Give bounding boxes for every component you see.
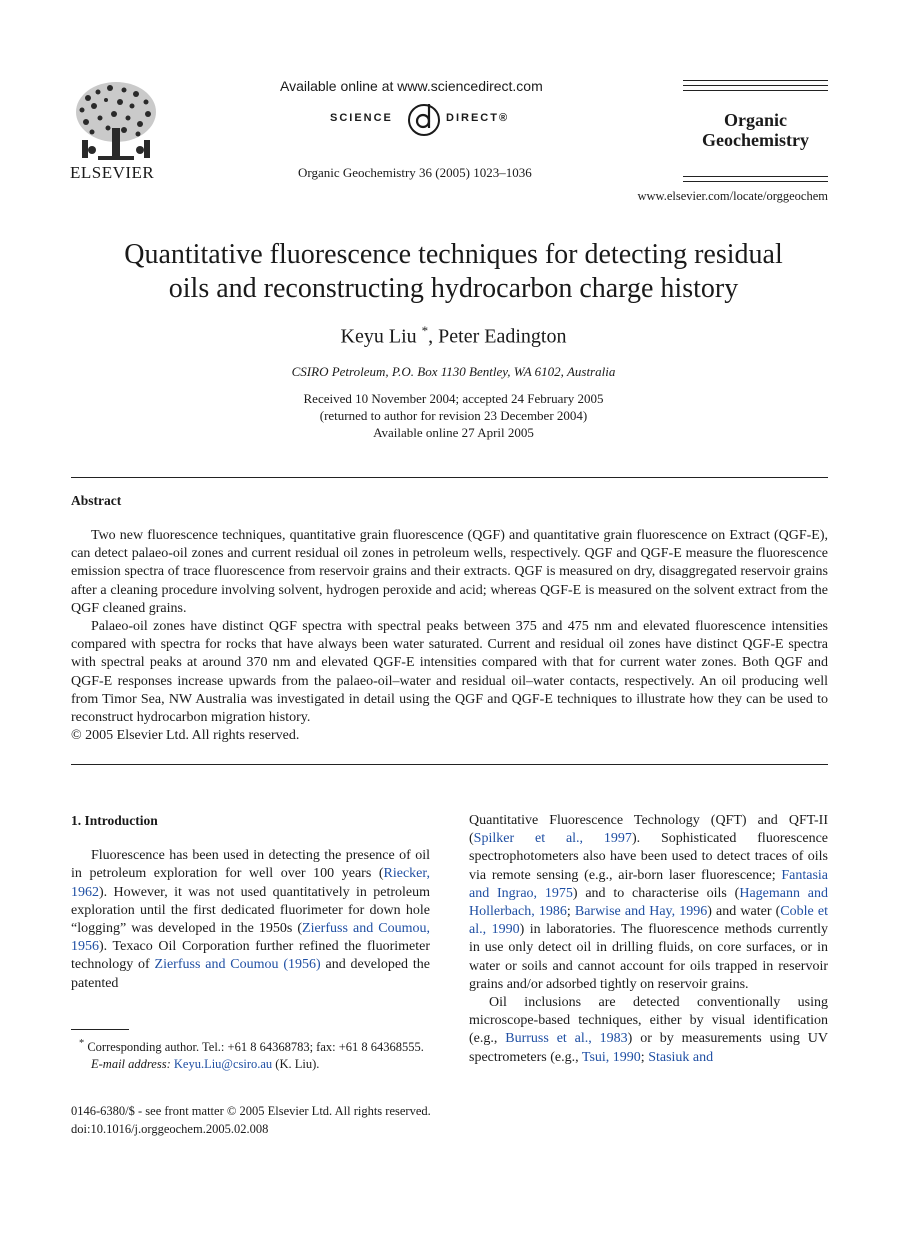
citation-link[interactable]: Stasiuk and <box>648 1049 714 1065</box>
article-title <box>60 238 847 306</box>
doi-line[interactable]: doi:10.1016/j.orggeochem.2005.02.008 <box>71 1122 269 1136</box>
text-run: Quantitative Fluorescence Technology (QFT) and QFT-II ( <box>469 813 828 847</box>
text-run: ; <box>640 1049 649 1065</box>
author-separator: , <box>428 325 439 348</box>
revision-date: (returned to author for revision 23 December 2004) <box>319 408 588 423</box>
footnote-text: Corresponding author. Tel.: +61 8 64368783; fax: +61 8 64368555. <box>84 1040 424 1055</box>
publisher-wordmark: ELSEVIER <box>70 163 155 182</box>
abstract-top-rule <box>71 477 828 478</box>
left-column <box>71 812 430 993</box>
footnote <box>71 1035 430 1073</box>
footnote-corresponding <box>71 1035 430 1056</box>
right-column <box>469 812 828 1067</box>
masthead-rules <box>683 80 828 95</box>
journal-brand-line1: Organic <box>724 110 787 130</box>
author-1[interactable]: Keyu Liu <box>340 325 417 348</box>
abstract-body <box>71 527 828 745</box>
journal-citation: Organic Geochemistry 36 (2005) 1023–1036 <box>298 165 532 180</box>
author-2[interactable]: Peter Eadington <box>438 325 567 348</box>
masthead-bottom-rules <box>683 176 828 186</box>
citation-link[interactable]: Zierfuss and Coumou, 1956 <box>71 921 430 955</box>
sd-right-word: DIRECT® <box>446 112 510 124</box>
issn-line: 0146-6380/$ - see front matter © 2005 Elsevier Ltd. All rights reserved. <box>71 1104 431 1118</box>
abstract-heading: Abstract <box>71 493 122 508</box>
citation-link[interactable]: Hagemann and Hollerbach, 1986 <box>469 885 828 920</box>
abstract-paragraph-1: Two new fluorescence techniques, quantitative grain fluorescence (QGF) and quantitative grain fluorescence on Extract (QGF-E), can detect palaeo-oil zones and current residual oil zones in petroleum wells, respectively. QGF and QGF-E measure the fluorescence emission spectra of trace fluorescence from reservoir grains and their extracts. QGF is measured on dry, disaggregated reservoir grains after a cleaning procedure involving solvent, hydrogen peroxide and acid; whereas QGF-E is measured on the solvent extract from the QGF cleaned grains. <box>71 528 828 616</box>
text-run: Fluorescence has been used in detecting the presence of oil in petroleum exploration for well over 100 years ( <box>71 848 430 882</box>
section-heading-introduction: 1. Introduction <box>71 813 158 828</box>
online-date: Available online 27 April 2005 <box>373 425 534 440</box>
journal-brand <box>683 110 828 150</box>
text-run: ). However, it was not used quantitatively in petroleum exploration until the first dedicated fluorimeter for down hole “logging” was developed in the 1950s ( <box>71 884 430 937</box>
citation-link[interactable]: Spilker et al., 1997 <box>473 831 632 847</box>
citation-link[interactable]: Barwise and Hay, 1996 <box>574 904 708 920</box>
citation-link[interactable]: Fantasia and Ingrao, 1975 <box>469 867 828 901</box>
text-run: ). Sophisticated fluorescence spectrophotometers also have been used to detect traces of oils via remote sensing (e.g., air-born laser fluorescence; <box>469 831 829 883</box>
footnote-email <box>71 1056 430 1073</box>
sd-at-icon <box>406 100 442 138</box>
front-matter-meta <box>71 1102 431 1138</box>
abstract-copyright: © 2005 Elsevier Ltd. All rights reserved. <box>71 728 300 744</box>
text-run: ) and water ( <box>707 904 781 920</box>
citation-link[interactable]: Tsui, 1990 <box>581 1049 641 1065</box>
corresponding-author-mark[interactable]: * <box>421 323 429 338</box>
footnote-mark: * <box>79 1038 85 1049</box>
abstract-paragraph-2: Palaeo-oil zones have distinct QGF spectra with spectral peaks between 375 and 475 nm and elevated fluorescence intensities compared with spectra for rocks that have always been water saturated. Current and residual oil zones have distinct QGF-E spectra with spectral peaks at around 370 nm and elevated QGF-E intensities compared with that for current water zones. Both QGF and QGF-E responses increase upwards from the palaeo-oil–water and residual oil–water contacts, respectively. An oil producing well from Timor Sea, NW Australia was investigated in detail using the QGF and QGF-E techniques to illustrate how they can be used to reconstruct hydrocarbon migration history. <box>71 619 828 726</box>
article-history <box>60 390 847 441</box>
affiliation: CSIRO Petroleum, P.O. Box 1130 Bentley, WA 6102, Australia <box>291 364 616 379</box>
citation-link[interactable]: Zierfuss and Coumou (1956) <box>154 957 321 973</box>
available-online-text: Available online at www.sciencedirect.com <box>280 78 543 94</box>
sciencedirect-logo <box>330 100 520 138</box>
title-line-1: Quantitative fluorescence techniques for detecting residual <box>124 239 783 270</box>
citation-link[interactable]: Riecker, 1962 <box>71 866 430 900</box>
journal-brand-line2: Geochemistry <box>702 130 809 150</box>
email-link[interactable]: Keyu.Liu@csiro.au <box>173 1057 273 1072</box>
journal-url-link[interactable]: www.elsevier.com/locate/orggeochem <box>637 189 828 203</box>
footnote-rule <box>71 1029 129 1030</box>
text-run: ) or by measurements using UV spectrometers (e.g., <box>469 1031 828 1065</box>
citation-link[interactable]: Coble et al., 1990 <box>469 904 828 938</box>
intro-paragraph-1-cont <box>469 812 828 994</box>
text-run: ; <box>566 904 575 920</box>
title-line-2: oils and reconstructing hydrocarbon charge history <box>168 273 739 304</box>
received-date: Received 10 November 2004; accepted 24 February 2005 <box>303 391 604 406</box>
citation-link[interactable]: Burruss et al., 1983 <box>505 1031 628 1047</box>
text-run: ) in laboratories. The fluorescence methods currently in use only detect oil in drilling fluids, on core surfaces, or in water or soils and cannot account for oils trapped in reservoir grains and/or adsorbed tightly on reservoir grains. <box>469 922 828 992</box>
abstract-bottom-rule <box>71 764 828 765</box>
email-suffix: (K. Liu). <box>272 1057 320 1072</box>
sd-left-word: SCIENCE <box>330 112 393 124</box>
authors <box>60 323 847 349</box>
text-run: Oil inclusions are detected conventionally using microscope-based techniques, either by visual identification (e.g., <box>469 995 828 1047</box>
text-run: ). Texaco Oil Corporation further refined the fluorimeter technology of <box>71 939 430 973</box>
intro-paragraph-2 <box>469 994 828 1067</box>
intro-paragraph-1 <box>71 847 430 993</box>
text-run: ) and to characterise oils ( <box>572 885 740 901</box>
email-label: E-mail address: <box>91 1057 171 1072</box>
text-run: and developed the patented <box>71 957 430 991</box>
